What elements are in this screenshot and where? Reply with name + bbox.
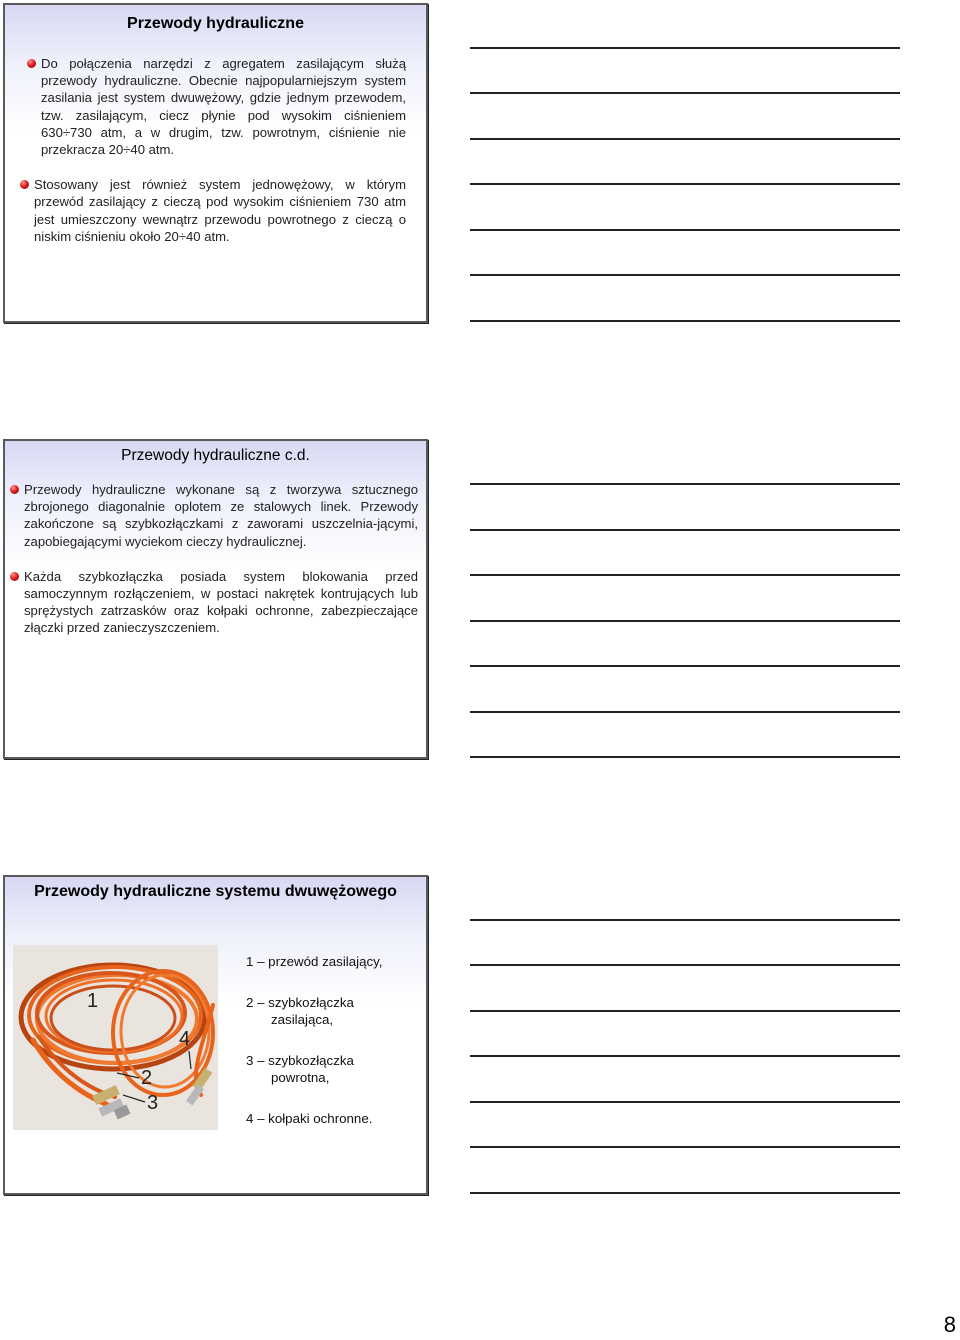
bullet-icon bbox=[20, 180, 29, 189]
notes-line bbox=[470, 665, 900, 667]
page-number: 8 bbox=[943, 1312, 956, 1337]
notes-line bbox=[470, 756, 900, 758]
notes-line bbox=[470, 320, 900, 322]
slide-2 bbox=[3, 439, 428, 759]
image-label: 1 bbox=[87, 990, 99, 1012]
image-label: 4 bbox=[179, 1028, 191, 1050]
bullet-item bbox=[34, 176, 406, 245]
notes-line bbox=[470, 919, 900, 921]
notes-line bbox=[470, 274, 900, 276]
notes-line bbox=[470, 183, 900, 185]
bullet-text: Każda szybkozłączka posiada system blokowania przed samoczynnym rozłączeniem, w postaci nakrętek kontrujących lub sprężystych zatrzasków oraz kołpaki ochronne, zabezpieczające złączki przed zanieczyszczeniem. bbox=[24, 568, 418, 636]
slide-title: Przewody hydrauliczne bbox=[127, 15, 304, 32]
notes-line bbox=[470, 620, 900, 622]
image-label: 3 bbox=[147, 1092, 159, 1114]
notes-line bbox=[470, 1010, 900, 1012]
bullet-item bbox=[41, 55, 406, 158]
notes-line bbox=[470, 1192, 900, 1194]
notes-line bbox=[470, 483, 900, 485]
bullet-icon bbox=[10, 485, 19, 494]
notes-line bbox=[470, 964, 900, 966]
slide-title: Przewody hydrauliczne systemu dwuwężowego bbox=[34, 883, 397, 900]
notes-line bbox=[470, 47, 900, 49]
legend-item: 2 – szybkozłączka zasilająca, bbox=[246, 995, 354, 1027]
bullet-item bbox=[24, 568, 418, 637]
bullet-item bbox=[24, 481, 418, 550]
notes-line bbox=[470, 229, 900, 231]
legend-item: 1 – przewód zasilający, bbox=[246, 954, 383, 969]
notes-line bbox=[470, 1101, 900, 1103]
notes-line bbox=[470, 1055, 900, 1057]
slide-3 bbox=[3, 875, 428, 1195]
bullet-text: Stosowany jest również system jednowężowy, w którym przewód zasilający z cieczą pod wysokim ciśnieniem 730 atm jest umieszczony wewnątrz przewodu powrotnego z cieczą o niskim ciśnieniu około 20÷40 atm. bbox=[34, 177, 406, 244]
slide-1 bbox=[3, 3, 428, 323]
slide-title: Przewody hydrauliczne c.d. bbox=[121, 447, 310, 464]
legend-item: 4 – kołpaki ochronne. bbox=[246, 1111, 373, 1126]
legend-item: 3 – szybkozłączka powrotna, bbox=[246, 1053, 354, 1085]
notes-line bbox=[470, 574, 900, 576]
hydraulic-hoses-image bbox=[13, 945, 218, 1130]
bullet-icon bbox=[10, 572, 19, 581]
bullet-icon bbox=[27, 59, 36, 68]
bullet-text: Do połączenia narzędzi z agregatem zasilającym służą przewody hydrauliczne. Obecnie najpopularniejszym system zasilania jest system dwuwężowy, gdzie jednym przewodem, tzw. zasilającym, ciecz płynie pod wysokim ciśnieniem 630÷730 atm, a w drugim, tzw. powrotnym, ciśnienie nie przekracza 20÷40 atm. bbox=[41, 56, 406, 158]
notes-line bbox=[470, 529, 900, 531]
notes-line bbox=[470, 711, 900, 713]
image-label: 2 bbox=[141, 1067, 153, 1089]
notes-line bbox=[470, 92, 900, 94]
notes-line bbox=[470, 1146, 900, 1148]
notes-line bbox=[470, 138, 900, 140]
bullet-text: Przewody hydrauliczne wykonane są z tworzywa sztucznego zbrojonego diagonalnie oplotem ze stalowych linek. Przewody zakończone są szybkozłączkami z zaworami uszczelnia-jącymi, zapobiegającymi wyciekom cieczy hydraulicznej. bbox=[24, 482, 418, 549]
